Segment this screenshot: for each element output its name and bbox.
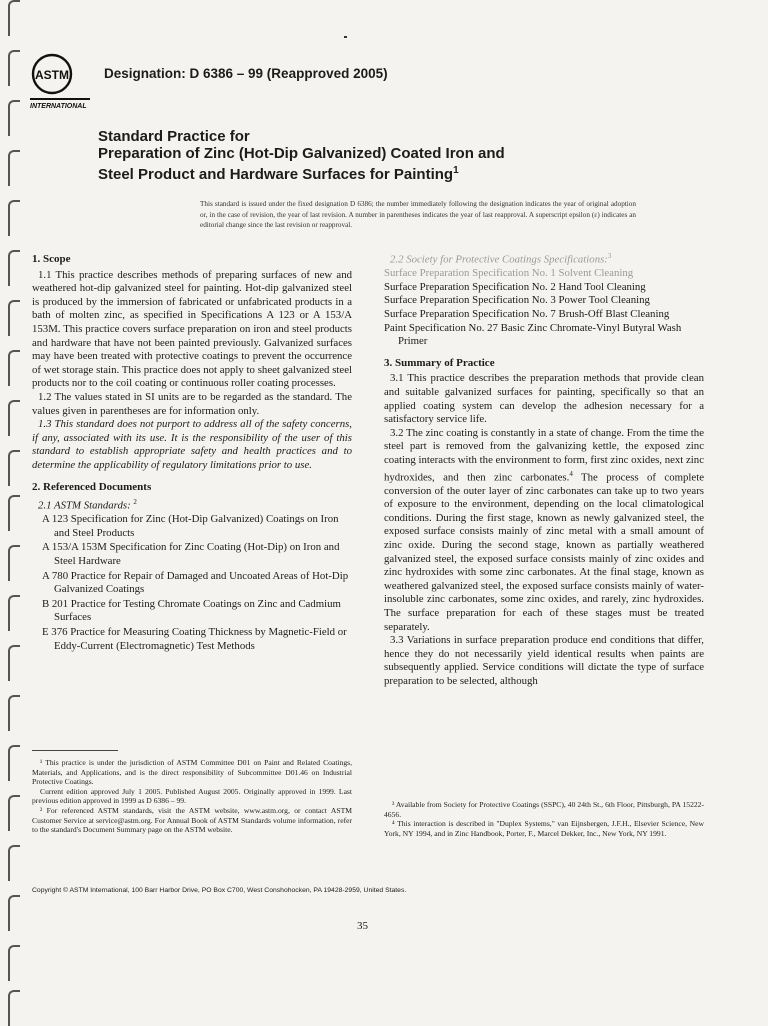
page-number: 35 — [357, 920, 368, 932]
right-column — [384, 250, 704, 689]
paragraph-1-2: 1.2 The values stated in SI units are to be regarded as the standard. The values given in parentheses are for information only. — [32, 390, 352, 417]
reference-item: A 123 Specification for Zinc (Hot-Dip Galvanized) Coatings on Iron and Steel Products — [42, 513, 339, 539]
footnote: ¹ This practice is under the jurisdiction of ASTM Committee D01 on Paint and Related Coatings, Materials, and Applications, and is the direct responsibility of Subcommittee D01.46 on Industrial Protective Coatings. — [32, 758, 352, 787]
logo-text: ASTM — [35, 68, 69, 82]
scope-heading: 1. Scope — [32, 253, 71, 265]
refdocs-heading: 2. Referenced Documents — [32, 480, 152, 493]
designation: Designation: D 6386 – 99 (Reapproved 2005) — [104, 66, 388, 81]
document-title — [98, 128, 718, 183]
title-line-3: Steel Product and Hardware Surfaces for Painting$^1$ — [98, 165, 459, 183]
reference-item: B 201 Practice for Testing Chromate Coatings on Zinc and Cadmium Surfaces — [42, 597, 341, 624]
footnote: ⁴ This interaction is described in "Duplex Systems," van Eijnsbergen, J.F.H., Elsevier Science, New York, NY 1994, and in Zinc Handbook, Porter, F., Marcel Dekker, Inc., New York, NY 1991. — [384, 819, 704, 838]
footnote-rule-left — [32, 750, 118, 751]
sspc-item: Surface Preparation Specification No. 3 Power Tool Cleaning — [384, 294, 650, 307]
sspc-item: Surface Preparation Specification No. 1 Solvent Cleaning — [384, 267, 634, 280]
paragraph-2-1: 2.1 ASTM Standards: $^2$ — [38, 498, 137, 512]
title-footnote-mark: 1 — [453, 165, 459, 176]
summary-heading: 3. Summary of Practice — [384, 356, 495, 369]
reference-item: A 153/A 153M Specification for Zinc Coating (Hot-Dip) on Iron and Steel Hardware — [42, 541, 340, 568]
paragraph-3-1: 3.1 This practice describes the preparation methods that provide clean and suitable galvanized surfaces for painting, specifically so that an applied coating system can develop the adhesion necessary for a satisfactory service life. — [384, 372, 704, 426]
footnotes-right — [384, 800, 704, 838]
paragraph-2-2: 2.2 Society for Protective Coatings Specifications:$^3$ — [390, 252, 612, 266]
reference-item: E 376 Practice for Measuring Coating Thickness by Magnetic-Field or Eddy-Current (Electromagnetic) Test Methods — [42, 626, 347, 652]
title-line-1: Standard Practice for — [98, 128, 250, 145]
paragraph-3-3: 3.3 Variations in surface preparation produce end conditions that differ, hence they do not necessarily yield identical results when paints are subsequently applied. Service conditions will dictate the type of surface preparation to be selected, although — [384, 634, 704, 687]
sspc-item: Surface Preparation Specification No. 7 Brush-Off Blast Cleaning — [384, 307, 670, 320]
sspc-item: Paint Specification No. 27 Basic Zinc Chromate-Vinyl Butyral Wash Primer — [384, 321, 682, 348]
footnote: ² For referenced ASTM standards, visit the ASTM website, www.astm.org, or contact ASTM Customer Service at service@astm.org. For Annual Book of ASTM Standards volume information, refer to the standard's Document Summary page on the ASTM website. — [32, 805, 352, 835]
paragraph-1-3: 1.3 This standard does not purport to address all of the safety concerns, if any, associated with its use. It is the responsibility of the user of this standard to establish appropriate safety and health practices and to determine the applicability of regulatory limitations prior to use. — [32, 418, 352, 471]
sspc-item: Surface Preparation Specification No. 2 Hand Tool Cleaning — [384, 280, 646, 293]
binder-marks — [8, 0, 24, 1024]
issue-note: This standard is issued under the fixed designation D 6386; the number immediately following the designation indicates the year of original adoption or, in the case of revision, the year of last revision. A number in parentheses indicates the year of last reapproval. A superscript epsilon (ε) indicates an editorial change since the last revision or reapproval. — [200, 200, 636, 229]
paragraph-1-1: 1.1 This practice describes methods of preparing surfaces of new and weathered hot-dip galvanized steel for painting. Hot-dip galvanized steel is produced by the immersion of fabricated or unfabricated products in a bath of molten zinc, as specified in Specifications A 123 or A 153/A 153M. This practice covers surface preparation on iron and steel products and hardware that have not been painted previously. Galvanized surfaces may have been treated with protective coatings to prevent the occurrence of wet storage stain. This practice does not apply to sheet galvanized steel products nor to the coil coating or continuous roller coating processes. — [32, 268, 352, 390]
reference-item: A 780 Practice for Repair of Damaged and Uncoated Areas of Hot-Dip Galvanized Coatings — [42, 569, 349, 596]
title-line-2: Preparation of Zinc (Hot-Dip Galvanized) Coated Iron and — [98, 145, 505, 162]
paragraph-3-2: 3.2 The zinc coating is constantly in a state of change. From the time the steel part is removed from the galvanizing kettle, the exposed zinc coating interacts with the environment to form, first zinc oxides, next zinc hydroxides, and then zinc carbonates.$^4$ The process of complete conversion of the outer layer of zinc carbonates can take up to two years of exposure to the environment, depending on the local climatological conditions. During the first stage, known as newly galvanized steel, the exposed surface consists mainly of zinc metal with a small amount of zinc oxide. During the second stage, known as partially weathered galvanized steel, the exposed surface consists mainly of zinc oxides and zinc hydroxides with some zinc carbonates. At the final stage, known as weathered galvanized steel, the exposed surface consists mainly of water-insoluble zinc carbonates, some zinc oxides, and rarely, zinc hydroxides. The surface preparation for each of these stages must be treated separately. — [384, 426, 704, 633]
footnote: Current edition approved July 1 2005. Published August 2005. Originally approved in 1999. Last previous edition approved in 1999 as D 6386 – 99. — [32, 786, 352, 806]
copyright-line: Copyright © ASTM International, 100 Barr Harbor Drive, PO Box C700, West Conshohocken, PA 19428-2959, United States. — [32, 887, 407, 894]
logo-subtext: INTERNATIONAL — [30, 103, 87, 110]
left-column — [32, 250, 352, 654]
scan-mark — [344, 36, 347, 38]
footnote: ³ Available from Society for Protective Coatings (SSPC), 40 24th St., 6th Floor, Pittsburgh, PA 15222-4656. — [384, 800, 704, 819]
footnotes-left — [32, 758, 352, 835]
astm-logo — [30, 52, 90, 110]
